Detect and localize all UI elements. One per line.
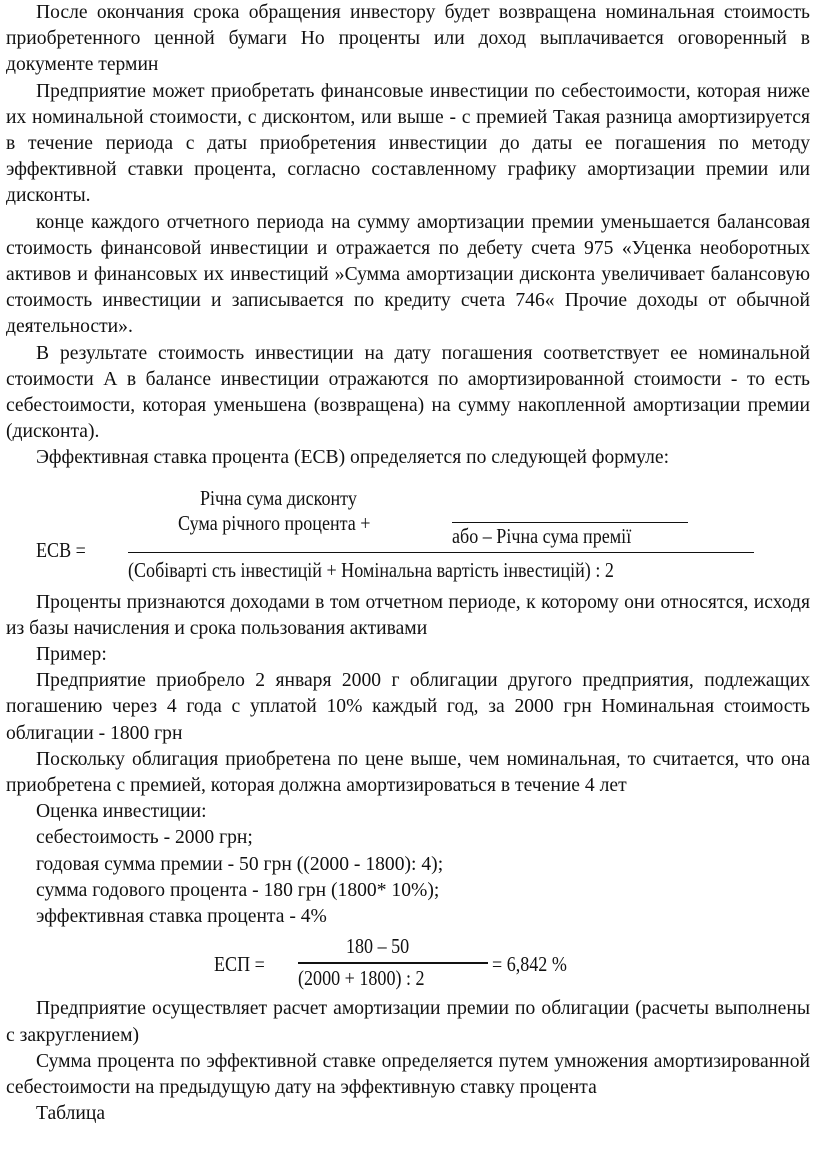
- list-item: эффективная ставка процента - 4%: [36, 906, 327, 928]
- formula-esp-denominator: (2000 + 1800) : 2: [298, 966, 425, 991]
- formula-ecb-num-frac-bottom: або – Річна сума премії: [452, 523, 632, 548]
- formula-ecb-lhs: ЕСВ =: [36, 537, 86, 562]
- paragraph: Таблица: [36, 1103, 106, 1125]
- paragraph: Предприятие осуществляет расчет амортизации премии по облигации (расчеты выполнены с закруглением): [6, 998, 810, 1046]
- formula-ecb-num-frac-top: Річна сума дисконту: [200, 485, 357, 510]
- list-item: сумма годового процента - 180 грн (1800* 10%);: [36, 879, 440, 901]
- formula-esp-result: = 6,842 %: [492, 952, 567, 977]
- paragraph: Предприятие может приобретать финансовые инвестиции по себестоимости, которая ниже их номинальной стоимости, с дисконтом, или выше - с премией Такая разница амортизируется в течение периода с даты приобретения инвестиции до даты ее погашения по методу эффективной ставки процента, согласно составленному графику амортизации премии или дисконты.: [6, 80, 810, 207]
- paragraph: В результате стоимость инвестиции на дату погашения соответствует ее номинальной стоимости А в балансе инвестиции отражаются по амортизированной стоимости - то есть себестоимости, которая уменьшена (возвращена) на сумму накопленной амортизации премии (дисконта).: [6, 342, 810, 443]
- paragraph: конце каждого отчетного периода на сумму амортизации премии уменьшается балансовая стоимость финансовой инвестиции и отражается по дебету счета 975 «Уценка необоротных активов и финансовых их инвестиций »Сумма амортизации дисконта увеличивает балансовую стоимость инвестиции и записывается по кредиту счета 746« Прочие доходы от обычной деятельности».: [6, 211, 810, 338]
- formula-esp-fraction-line: [298, 962, 488, 964]
- formula-ecb-inner-fraction-line: [452, 522, 688, 523]
- formula-esp-lhs: ЕСП =: [214, 952, 265, 977]
- paragraph: Предприятие приобрело 2 января 2000 г облигации другого предприятия, подлежащих погашению через 4 года с уплатой 10% каждый год, за 2000 грн Номинальная стоимость облигации - 1800 грн: [6, 670, 810, 744]
- formula-ecb: [0, 472, 816, 590]
- formula-ecb-num-left: Сума річного процента +: [178, 510, 371, 535]
- paragraph: Сумма процента по эффективной ставке определяется путем умножения амортизированной себестоимости на предыдущую дату на эффективную ставку процента: [6, 1050, 810, 1098]
- paragraph: Проценты признаются доходами в том отчетном периоде, к которому они относятся, исходя из базы начисления и срока пользования активами: [6, 591, 810, 639]
- formula-ecb-main-fraction-line: [128, 552, 754, 554]
- formula-esp-numerator: 180 – 50: [346, 934, 410, 959]
- paragraph: Поскольку облигация приобретена по цене выше, чем номинальная, то считается, что она приобретена с премией, которая должна амортизироваться в течение 4 лет: [6, 748, 810, 797]
- list-item: Оценка инвестиции:: [36, 801, 207, 823]
- list-item: годовая сумма премии - 50 грн ((2000 - 1800): 4);: [36, 853, 444, 875]
- formula-ecb-denominator: (Собіварті сть інвестицій + Номінальна вартість інвестицій) : 2: [128, 557, 614, 582]
- list-item: себестоимость - 2000 грн;: [36, 827, 253, 849]
- paragraph: Эффективная ставка процента (ЕСВ) определяется по следующей формуле:: [36, 447, 670, 469]
- paragraph: После окончания срока обращения инвестору будет возвращена номинальная стоимость приобретенного ценной бумаги Но проценты или доход выплачивается оговоренный в документе термин: [6, 2, 810, 76]
- paragraph: Пример:: [36, 644, 107, 666]
- formula-esp: [0, 930, 816, 996]
